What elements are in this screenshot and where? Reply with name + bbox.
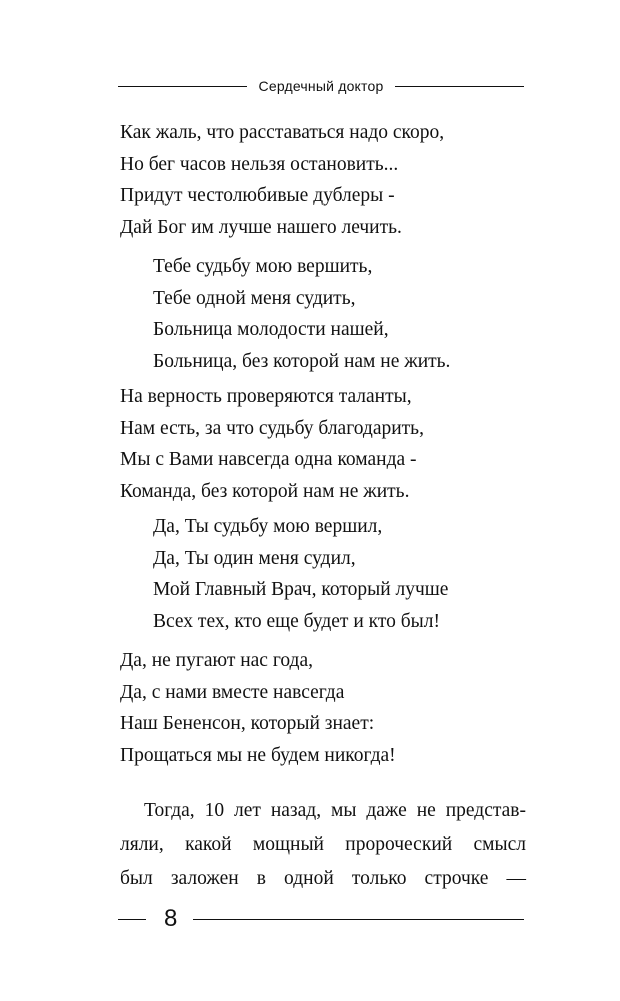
- poem-line: Нам есть, за что судьбу благодарить,: [120, 417, 424, 439]
- poem-stanza-1: [120, 117, 444, 243]
- footer-rule-left: [118, 919, 146, 920]
- poem-stanza-2: [120, 381, 424, 507]
- header-rule-right: [395, 86, 524, 87]
- prose-paragraph: [120, 794, 526, 896]
- poem-line: Да, Ты судьбу мою вершил,: [153, 516, 383, 537]
- poem-refrain-2: [153, 511, 448, 637]
- poem-line: Команда, без которой нам не жить.: [120, 480, 410, 502]
- page-footer: [118, 902, 524, 936]
- prose-line: Тогда, 10 лет назад, мы даже не представ-: [144, 800, 526, 821]
- poem-line: Всех тех, кто еще будет и кто был!: [153, 610, 440, 632]
- poem-line: Больница, без которой нам не жить.: [153, 350, 451, 372]
- poem-line: Как жаль, что расставаться надо скоро,: [120, 122, 445, 143]
- prose-line: был заложен в одной только строчке —: [120, 868, 526, 889]
- poem-line: На верность проверяются таланты,: [120, 386, 412, 407]
- poem-line: Да, не пугают нас года,: [120, 650, 313, 671]
- poem-refrain-1: [153, 251, 450, 377]
- poem-line: Больница молодости нашей,: [153, 319, 389, 340]
- poem-line: Мой Главный Врач, который лучше: [153, 579, 449, 600]
- poem-line: Да, Ты один меня судил,: [153, 547, 356, 569]
- header-rule-left: [118, 86, 247, 87]
- poem-line: Прощаться мы не будем никогда!: [120, 744, 396, 766]
- poem-stanza-3: [120, 645, 396, 771]
- page-number: 8: [164, 905, 178, 932]
- poem-line: Наш Бененсон, который знает:: [120, 713, 375, 734]
- poem-line: Но бег часов нельзя остановить...: [120, 153, 399, 175]
- poem-line: Придут честолюбивые дублеры -: [120, 185, 395, 206]
- poem-line: Да, с нами вместе навсегда: [120, 681, 345, 703]
- running-header: [118, 74, 524, 98]
- poem-line: Тебе одной меня судить,: [153, 287, 356, 309]
- poem-line: Мы с Вами навсегда одна команда -: [120, 449, 417, 470]
- footer-rule-right: [193, 919, 524, 920]
- poem-line: Дай Бог им лучше нашего лечить.: [120, 216, 402, 238]
- prose-line: ляли, какой мощный пророческий смысл: [120, 834, 526, 855]
- poem-line: Тебе судьбу мою вершить,: [153, 256, 373, 277]
- running-title: Сердечный доктор: [258, 78, 384, 94]
